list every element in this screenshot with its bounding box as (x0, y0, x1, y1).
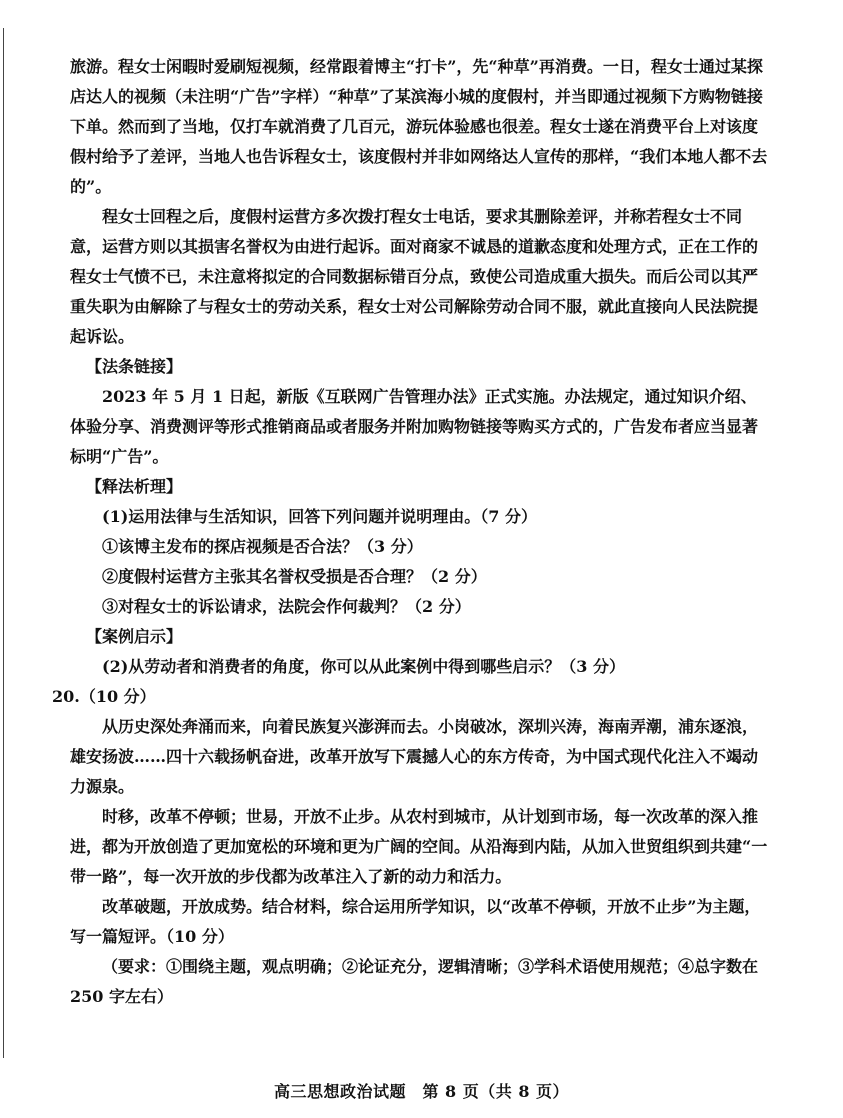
material-paragraph-2: 程女士回程之后，度假村运营方多次拨打程女士电话，要求其删除差评，并称若程女士不同意，运营方则以其损害名誉权为由进行起诉。面对商家不诚恳的道歉态度和处理方式，正在工作的程女士气愤不已，未注意将拟定的合同数据标错百分点，致使公司造成重大损失。而后公司以其严重失职为由解除了与程女士的劳动关系，程女士对公司解除劳动合同不服，就此直接向人民法院提起诉讼。 (70, 207, 759, 346)
page-footer: 高三思想政治试题 第 8 页（共 8 页） (273, 1082, 570, 1101)
case-heading: 【案例启示】 (86, 627, 183, 646)
law-link-heading: 【法条链接】 (86, 357, 183, 376)
question-2: (2)从劳动者和消费者的角度，你可以从此案例中得到哪些启示？（3 分） (102, 657, 625, 676)
question-20-paragraph-2: 时移，改革不停顿；世易，开放不止步。从农村到城市，从计划到市场，每一次改革的深入推进，都为开放创造了更加宽松的环境和更为广阔的空间。从沿海到内陆，从加入世贸组织到共建“一带一路”，每一次开放的步伐都为改革注入了新的动力和活力。 (70, 807, 768, 886)
question-20-paragraph-3: 改革破题，开放成势。结合材料，综合运用所学知识，以“改革不停顿，开放不止步”为主题，写一篇短评。（10 分） (70, 897, 761, 946)
exam-content (52, 52, 770, 1012)
question-1-item-1: ①该博主发布的探店视频是否合法？（3 分） (102, 537, 423, 556)
question-20-requirements: （要求：①围绕主题，观点明确；②论证充分，逻辑清晰；③学科术语使用规范；④总字数在 250 字左右） (70, 957, 759, 1006)
question-1-item-3: ③对程女士的诉讼请求，法院会作何裁判？（2 分） (102, 597, 471, 616)
question-20-label: 20.（10 分） (52, 687, 156, 706)
material-paragraph-1: 旅游。程女士闲暇时爱刷短视频，经常跟着博主“打卡”，先“种草”再消费。一日，程女士通过某探店达人的视频（未注明“广告”字样）“种草”了某滨海小城的度假村，并当即通过视频下方购物链接下单。然而到了当地，仅打车就消费了几百元，游玩体验感也很差。程女士遂在消费平台上对该度假村给予了差评，当地人也告诉程女士，该度假村并非如网络达人宣传的那样，“我们本地人都不去的”。 (70, 57, 768, 196)
question-20-paragraph-1: 从历史深处奔涌而来，向着民族复兴澎湃而去。小岗破冰，深圳兴涛，海南弄潮，浦东逐浪，雄安扬波……四十六载扬帆奋进，改革开放写下震撼人心的东方传奇，为中国式现代化注入不竭动力源泉。 (70, 717, 759, 796)
law-link-text: 2023 年 5 月 1 日起，新版《互联网广告管理办法》正式实施。办法规定，通过知识介绍、体验分享、消费测评等形式推销商品或者服务并附加购物链接等购买方式的，广告发布者应当显著标明“广告”。 (70, 387, 759, 466)
question-1-item-2: ②度假村运营方主张其名誉权受损是否合理？（2 分） (102, 567, 487, 586)
page-left-border (3, 28, 4, 1058)
analysis-heading: 【释法析理】 (86, 477, 183, 496)
question-1: (1)运用法律与生活知识，回答下列问题并说明理由。（7 分） (102, 507, 537, 526)
